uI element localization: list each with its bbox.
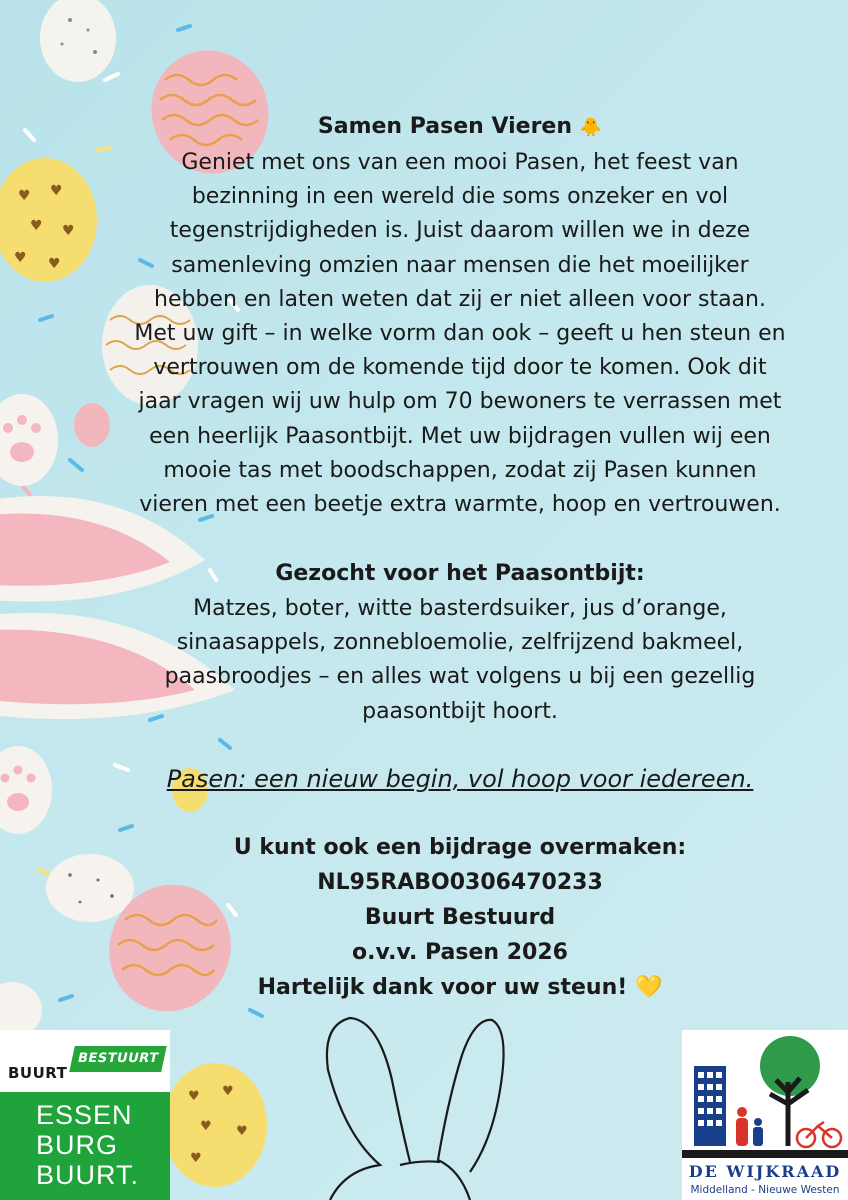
svg-text:♥: ♥	[200, 1119, 212, 1134]
yellow-heart-icon: 💛	[634, 975, 663, 1000]
buurt-bestuurt-logo	[0, 1030, 170, 1200]
sought-list	[110, 592, 810, 729]
intro-line: een heerlijk Paasontbijt. Met uw bijdragen vullen wij een	[149, 423, 771, 449]
svg-text:♥: ♥	[14, 250, 27, 266]
intro-line: Met uw gift – in welke vorm dan ook – geeft u hen steun en	[134, 321, 786, 347]
donation-block	[110, 830, 810, 1005]
intro-line: vieren met een beetje extra warmte, hoop en vertrouwen.	[139, 492, 781, 518]
intro-line: samenleving omzien naar mensen die het moeilijker	[171, 252, 749, 278]
recipient: Buurt Bestuurd	[364, 905, 556, 930]
logo-word: BURG	[36, 1130, 119, 1160]
wijkraad-logo	[682, 1030, 848, 1200]
thanks-line	[110, 970, 810, 1005]
bunny-outline-icon	[327, 1018, 504, 1200]
intro-line: hebben en laten weten dat zij er niet alleen voor staan.	[154, 286, 766, 312]
motto: Pasen: een nieuw begin, vol hoop voor iedereen.	[166, 765, 754, 793]
logo-word: ESSEN	[36, 1100, 133, 1130]
intro-line: bezinning in een wereld die soms onzeker en vol	[191, 184, 729, 210]
svg-text:♥: ♥	[18, 188, 31, 204]
svg-text:♥: ♥	[190, 1151, 202, 1166]
page-title	[110, 112, 810, 143]
white-egg-icon	[40, 0, 116, 82]
sought-line: sinaasappels, zonnebloemolie, zelfrijzend bakmeel,	[176, 630, 744, 656]
intro-paragraph	[110, 146, 810, 522]
logo-buurt-text: BUURT	[8, 1064, 68, 1082]
donation-intro: U kunt ook een bijdrage overmaken:	[233, 835, 687, 860]
small-pink-egg-icon	[74, 403, 110, 447]
svg-text:♥: ♥	[30, 218, 43, 234]
svg-text:♥: ♥	[188, 1089, 200, 1104]
chick-icon: 🐥	[579, 117, 603, 138]
thanks-text: Hartelijk dank voor uw steun!	[257, 975, 628, 1000]
intro-line: vertrouwen om de komende tijd door te komen. Ook dit	[153, 355, 767, 381]
bunny-paw-icon	[0, 394, 58, 486]
logo-bestuurt-text: BESTUURT	[69, 1046, 167, 1072]
svg-text:♥: ♥	[62, 223, 75, 239]
logo-green-block	[0, 1092, 170, 1200]
iban: NL95RABO0306470233	[317, 870, 603, 895]
sought-heading: Gezocht voor het Paasontbijt:	[275, 561, 645, 586]
title-text: Samen Pasen Vieren	[317, 114, 572, 139]
yellow-heart-egg-bottom-icon	[163, 1063, 267, 1187]
sought-line: paasontbijt hoort.	[362, 698, 558, 724]
wijkraad-subtitle: Middelland - Nieuwe Westen	[690, 1184, 840, 1196]
svg-text:♥: ♥	[236, 1124, 248, 1139]
wijkraad-emblem-icon	[682, 1030, 848, 1158]
sought-line: Matzes, boter, witte basterdsuiker, jus d’orange,	[193, 596, 727, 621]
bunny-paw-icon-2	[0, 746, 52, 834]
sought-line: paasbroodjes – en alles wat volgens u bij een gezellig	[164, 664, 756, 690]
svg-text:♥: ♥	[222, 1084, 234, 1099]
svg-text:♥: ♥	[48, 256, 61, 272]
intro-line: tegenstrijdigheden is. Juist daarom willen we in deze	[169, 218, 751, 244]
logo-word: BUURT.	[36, 1160, 140, 1190]
svg-text:♥: ♥	[50, 183, 63, 199]
wijkraad-name: DE WIJKRAAD	[688, 1162, 842, 1181]
intro-line: jaar vragen wij uw hulp om 70 bewoners te verrassen met	[138, 389, 782, 415]
intro-line: mooie tas met boodschappen, zodat zij Pasen kunnen	[163, 457, 757, 483]
reference: o.v.v. Pasen 2026	[352, 940, 568, 965]
yellow-heart-egg-icon	[0, 158, 97, 282]
logo-top-band	[0, 1030, 170, 1092]
intro-line: Geniet met ons van een mooi Pasen, het feest van	[181, 150, 739, 175]
